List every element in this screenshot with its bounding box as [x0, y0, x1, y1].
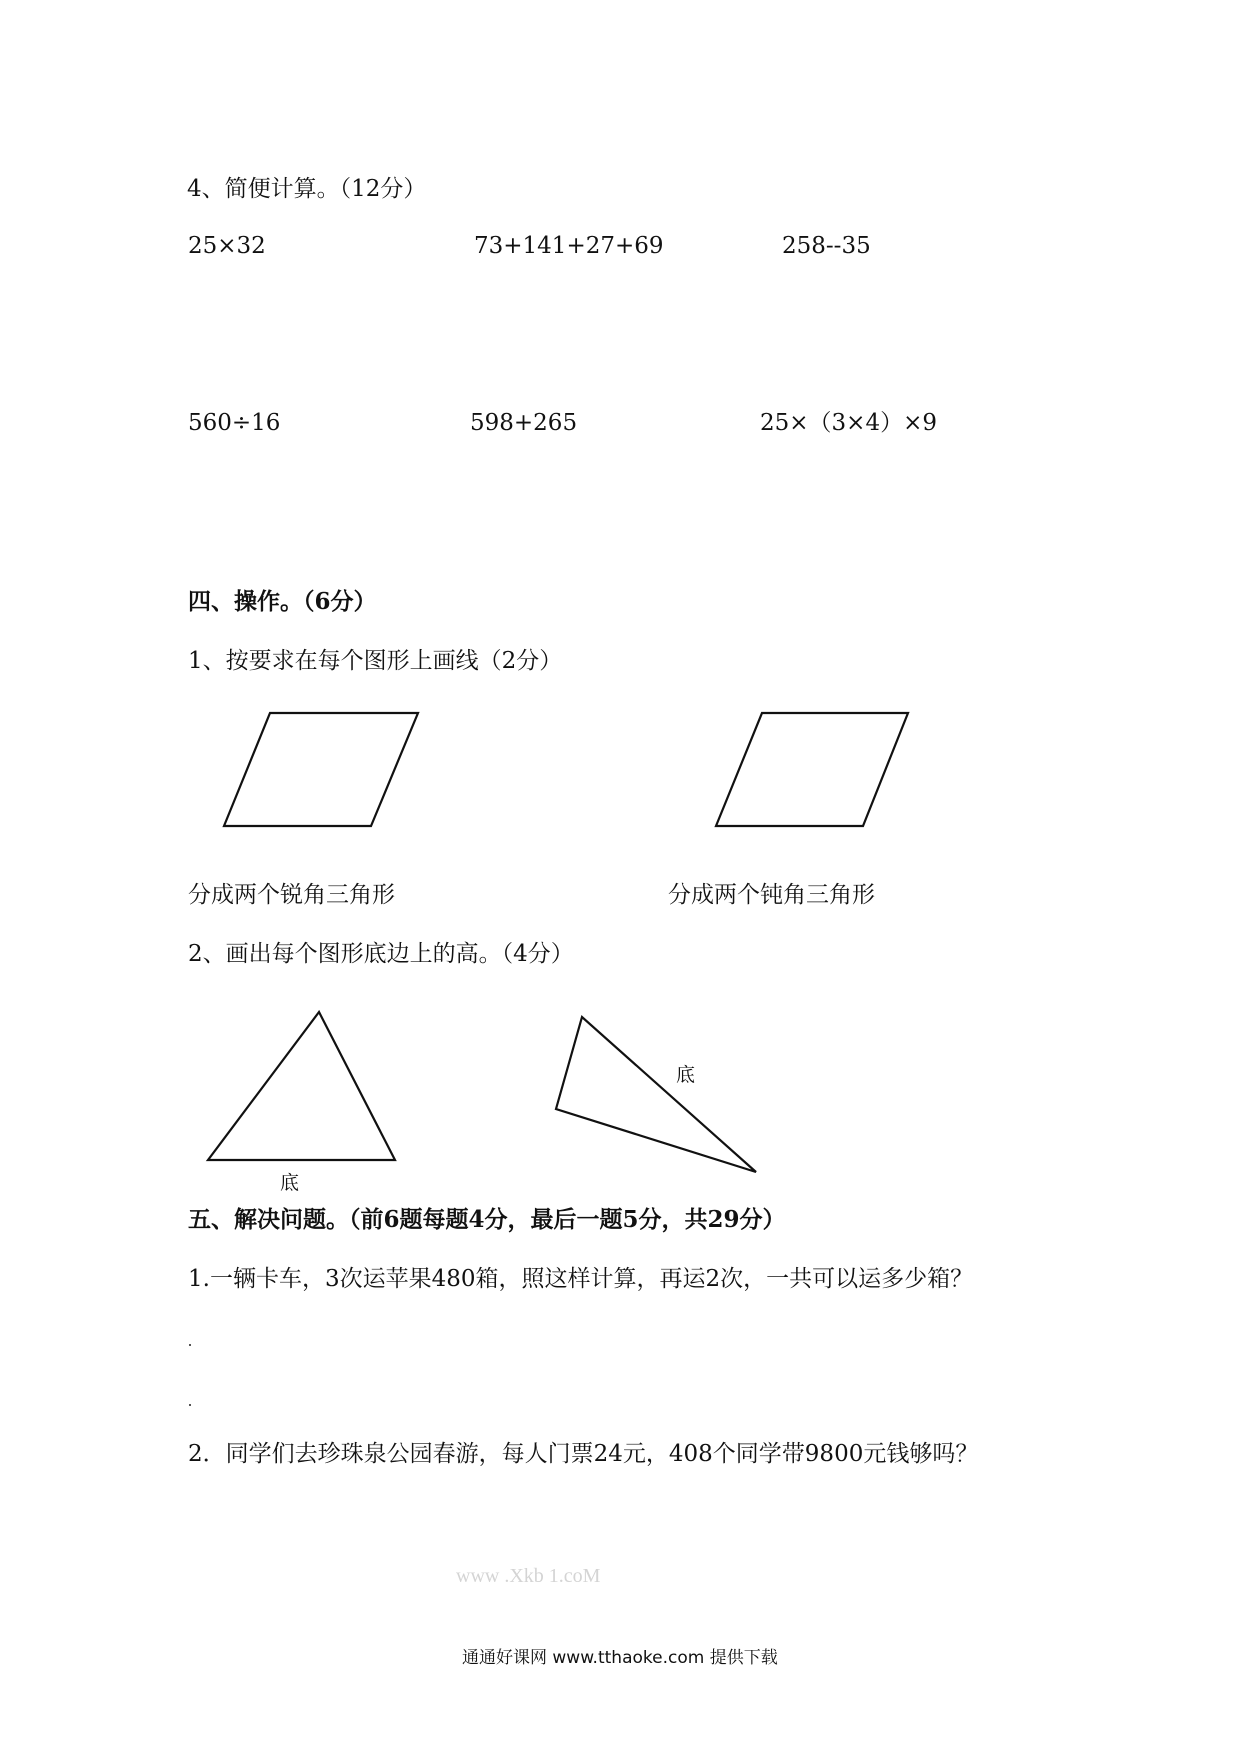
- obtuse-triangle: [556, 1017, 756, 1172]
- section-four-title: 四、操作。（6分）: [188, 588, 377, 615]
- problem-1: 1.一辆卡车，3次运苹果480箱，照这样计算，再运2次，一共可以运多少箱？: [188, 1266, 974, 1292]
- operation-question-1: 1、按要求在每个图形上画线（2分）: [188, 648, 563, 674]
- caption-obtuse: 分成两个钝角三角形: [668, 882, 875, 908]
- section-five-title: 五、解决问题。（前6题每题4分，最后一题5分，共29分）: [188, 1206, 786, 1233]
- calc-item-6: 25×（3×4）×9: [760, 410, 937, 436]
- caption-acute: 分成两个锐角三角形: [188, 882, 395, 908]
- problem-2: 2．同学们去珍珠泉公园春游，每人门票24元，408个同学带9800元钱够吗？: [188, 1441, 979, 1467]
- speck: [189, 1344, 191, 1346]
- section-4-title: 4、简便计算。（12分）: [187, 176, 427, 202]
- speck: [189, 1404, 191, 1406]
- parallelogram-right: [716, 713, 908, 826]
- calc-item-4: 560÷16: [188, 410, 281, 436]
- calc-item-2: 73+141+27+69: [474, 233, 664, 259]
- calc-item-3: 258--35: [782, 233, 871, 259]
- calc-item-5: 598+265: [470, 410, 578, 436]
- calc-item-1: 25×32: [188, 233, 266, 259]
- base-label-right: 底: [676, 1064, 696, 1086]
- operation-question-2: 2、画出每个图形底边上的高。（4分）: [188, 941, 574, 967]
- base-label-left: 底: [280, 1172, 300, 1194]
- watermark: www .Xkb 1.coM: [456, 1565, 601, 1587]
- acute-triangle: [208, 1012, 395, 1160]
- footer-text: 通通好课网 www.tthaoke.com 提供下载: [462, 1648, 778, 1668]
- parallelogram-left: [224, 713, 418, 826]
